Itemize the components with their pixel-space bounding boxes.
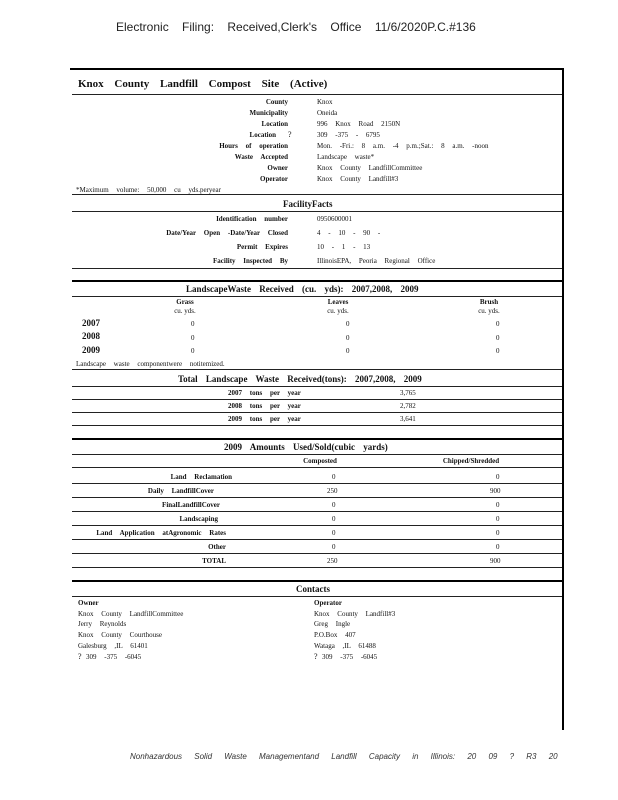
label-waste: Waste Accepted [234, 153, 288, 161]
operator-line: Knox County Landfill#3 [314, 610, 396, 618]
label-hours: Hours of operation [219, 142, 288, 150]
col-brush: Brush [479, 298, 499, 306]
brush-2007: 0 [496, 320, 500, 328]
owner-heading: Owner [78, 599, 99, 607]
value-permit: 10 - 1 - 13 [317, 243, 371, 251]
used-label-total: TOTAL [202, 557, 226, 565]
used-composted-other: 0 [332, 543, 336, 551]
grass-2007: 0 [191, 320, 195, 328]
grass-2008: 0 [191, 334, 195, 342]
value-location: 996 Knox Road 2150N [317, 120, 401, 128]
used-label-reclamation: Land Reclamation [170, 473, 232, 481]
col-composted: Composted [303, 457, 337, 465]
used-composted-total: 250 [327, 557, 338, 565]
max-volume-note: *Maximum volume: 50,000 cu yds.peryear [76, 186, 221, 194]
total-label-2009: 2009 tons per year [228, 415, 301, 423]
operator-heading: Operator [314, 599, 342, 607]
col-chipped: Chipped/Shredded [442, 457, 500, 465]
grass-2009: 0 [191, 347, 195, 355]
operator-line: Wataga ,IL 61488 [314, 642, 376, 650]
label-identification: Identification number [216, 215, 288, 223]
used-chipped-other: 0 [496, 543, 500, 551]
used-composted-final-cover: 0 [332, 501, 336, 509]
value-open-closed: 4 - 10 - 90 - [317, 229, 381, 237]
value-identification: 0950600001 [317, 215, 352, 223]
value-waste: Landscape waste* [317, 153, 375, 161]
unit-leaves: cu. yds. [327, 307, 349, 315]
leaves-2009: 0 [346, 347, 350, 355]
value-hours: Mon. -Fri.: 8 a.m. -4 p.m.;Sat.: 8 a.m. -noon [317, 142, 489, 150]
contacts-title: Contacts [296, 584, 330, 594]
operator-phone: 309 -375 -6045 [322, 653, 378, 661]
document-title: Knox County Landfill Compost Site (Active) [78, 78, 328, 90]
used-chipped-final-cover: 0 [496, 501, 500, 509]
value-location-phone: 309 -375 - 6795 [317, 131, 380, 139]
used-label-daily-cover: Daily LandfillCover [147, 487, 214, 495]
phone-icon: ? [314, 652, 318, 661]
total-value-2009: 3,641 [400, 415, 416, 423]
used-composted-agronomic: 0 [332, 529, 336, 537]
phone-icon: ? [78, 652, 82, 661]
year-2009: 2009 [82, 345, 100, 355]
used-label-landscaping: Landscaping [179, 515, 218, 523]
leaves-2008: 0 [346, 334, 350, 342]
total-label-2008: 2008 tons per year [228, 402, 301, 410]
total-value-2007: 3,765 [400, 389, 416, 397]
leaves-2007: 0 [346, 320, 350, 328]
used-label-other: Other [208, 543, 226, 551]
used-composted-daily-cover: 250 [327, 487, 338, 495]
label-location-phone: Location [249, 131, 276, 139]
year-2008: 2008 [82, 331, 100, 341]
total-value-2008: 2,782 [400, 402, 416, 410]
value-county: Knox [317, 98, 333, 106]
used-chipped-reclamation: 0 [496, 473, 500, 481]
used-chipped-landscaping: 0 [496, 515, 500, 523]
total-label-2007: 2007 tons per year [228, 389, 301, 397]
label-municipality: Municipality [249, 109, 288, 117]
phone-icon: ? [288, 130, 292, 139]
owner-line: Galesburg ,IL 61401 [78, 642, 148, 650]
used-label-agronomic: Land Application atAgronomic Rates [96, 529, 226, 537]
used-composted-landscaping: 0 [332, 515, 336, 523]
operator-line: Greg Ingle [314, 620, 351, 628]
used-composted-reclamation: 0 [332, 473, 336, 481]
value-operator: Knox County Landfill#3 [317, 175, 399, 183]
brush-2009: 0 [496, 347, 500, 355]
label-location: Location [261, 120, 288, 128]
value-inspected: IllinoisEPA, Peoria Regional Office [317, 257, 436, 265]
brush-2008: 0 [496, 334, 500, 342]
page-footer: Nonhazardous Solid Waste Managementand Landfill Capacity in Illinois: 20 09 ? R3 20 [130, 752, 558, 761]
value-municipality: Oneida [317, 109, 338, 117]
operator-line: P.O.Box 407 [314, 631, 356, 639]
used-title: 2009 Amounts Used/Sold(cubic yards) [224, 442, 388, 452]
total-title: Total Landscape Waste Received(tons): 2007,2008, 2009 [178, 374, 422, 384]
unit-brush: cu. yds. [478, 307, 500, 315]
label-county: County [265, 98, 288, 106]
page-header: Electronic Filing: Received,Clerk's Office 11/6/2020P.C.#136 [116, 20, 476, 34]
facility-title: FacilityFacts [283, 199, 333, 209]
year-2007: 2007 [82, 318, 100, 328]
landscape-note: Landscape waste componentwere notitemized. [76, 360, 225, 368]
unit-grass: cu. yds. [174, 307, 196, 315]
landscape-title: LandscapeWaste Received (cu. yds): 2007,2008, 2009 [186, 284, 419, 294]
used-chipped-agronomic: 0 [496, 529, 500, 537]
label-owner: Owner [267, 164, 288, 172]
owner-phone: 309 -375 -6045 [86, 653, 142, 661]
label-open-closed: Date/Year Open -Date/Year Closed [166, 229, 288, 237]
used-chipped-daily-cover: 900 [490, 487, 501, 495]
used-chipped-total: 900 [490, 557, 501, 565]
label-inspected: Facility Inspected By [213, 257, 288, 265]
used-label-final-cover: FinalLandfillCover [162, 501, 220, 509]
col-leaves: Leaves [327, 298, 349, 306]
label-operator: Operator [260, 175, 288, 183]
col-grass: Grass [176, 298, 194, 306]
owner-line: Jerry Reynolds [78, 620, 127, 628]
owner-line: Knox County LandfillCommittee [78, 610, 184, 618]
owner-line: Knox County Courthouse [78, 631, 162, 639]
value-owner: Knox County LandfillCommittee [317, 164, 423, 172]
label-permit: Permit Expires [236, 243, 288, 251]
